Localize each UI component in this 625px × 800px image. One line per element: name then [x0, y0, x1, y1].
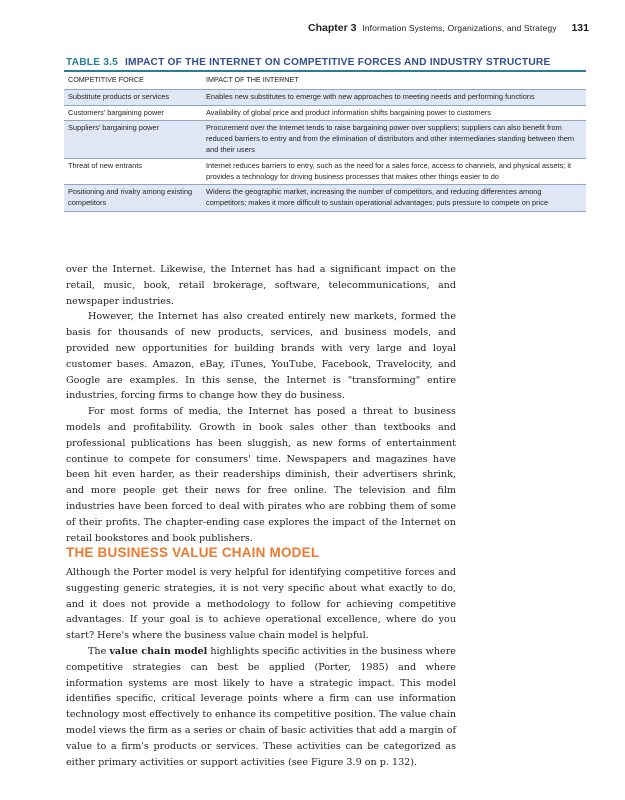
- paragraph-rest: highlights specific activities in the business where competitive strategies can best be applied (Porter, 1985) and where information systems are most likely to have a strategic impact. This model identifies specific, critical leverage points where a firm can use information technology most effectively to enhance its competitive position. The value chain model views the firm as a series or chain of basic activities that add a margin of value to a firm's products or services. These activities can be categorized as either primary activities or support activities (see Figure 3.9 on p. 132).: [66, 645, 456, 768]
- table-header-row: [64, 72, 586, 89]
- page-number: 131: [571, 22, 589, 34]
- table-row: [64, 185, 586, 212]
- impact-table: [64, 72, 586, 212]
- table-row: [64, 89, 586, 105]
- column-header: IMPACT OF THE INTERNET: [202, 72, 586, 89]
- paragraph-lead: The: [88, 645, 110, 657]
- paragraph: However, the Internet has also created entirely new markets, formed the basis for thousands of new products, services, and business models, and provided new opportunities for building brands with very large and loyal customer bases. Amazon, eBay, iTunes, YouTube, Facebook, Travelocity, and Google are examples. In this sense, the Internet is "transforming" entire industries, forcing firms to change how they do business.: [66, 311, 456, 402]
- force-cell: Customers' bargaining power: [64, 105, 202, 121]
- impact-cell: Widens the geographic market, increasing the number of competitors, and reducing differences among competitors; makes it more difficult to sustain operational advantages; puts pressure to compete on price: [202, 185, 586, 212]
- force-cell: Threat of new entrants: [64, 158, 202, 185]
- force-cell: Substitute products or services: [64, 89, 202, 105]
- paragraph: over the Internet. Likewise, the Internet has had a significant impact on the retail, music, book, retail brokerage, software, telecommunications, and newspaper industries.: [66, 264, 456, 307]
- table-row: [64, 158, 586, 185]
- table-row: [64, 121, 586, 158]
- force-cell: Suppliers' bargaining power: [64, 121, 202, 158]
- chapter-title: Information Systems, Organizations, and Strategy: [362, 23, 557, 33]
- table-caption: [66, 57, 550, 68]
- impact-cell: Internet reduces barriers to entry, such as the need for a sales force, access to channels, and physical assets; it provides a technology for driving business processes that makes other things easier to do: [202, 158, 586, 185]
- impact-cell: Enables new substitutes to emerge with new approaches to meeting needs and performing functions: [202, 89, 586, 105]
- running-head: [308, 22, 589, 34]
- paragraph: [66, 644, 456, 770]
- table-row: [64, 105, 586, 121]
- section-body-text: [66, 565, 456, 770]
- chapter-label: Chapter 3: [308, 22, 357, 34]
- table-number: TABLE 3.5: [66, 57, 118, 68]
- paragraph: For most forms of media, the Internet has posed a threat to business models and profitability. Growth in book sales other than textbooks and professional publications has been sluggish, as new forms of entertainment continue to compete for consumers' time. Newspapers and magazines have been hit even harder, as their readerships diminish, their advertisers shrink, and more people get their news for free online. The television and film industries have been forced to deal with pirates who are robbing them of some of their profits. The chapter-ending case explores the impact of the Internet on retail bookstores and book publishers.: [66, 406, 456, 544]
- impact-cell: Procurement over the Internet tends to raise bargaining power over suppliers; suppliers can also benefit from reduced barriers to entry and from the elimination of distributors and other intermediaries standing between them and their users: [202, 121, 586, 158]
- key-term: value chain model: [109, 645, 208, 657]
- impact-cell: Availability of global price and product information shifts bargaining power to customers: [202, 105, 586, 121]
- column-header: COMPETITIVE FORCE: [64, 72, 202, 89]
- table-title: IMPACT OF THE INTERNET ON COMPETITIVE FORCES AND INDUSTRY STRUCTURE: [125, 57, 551, 68]
- section-heading: THE BUSINESS VALUE CHAIN MODEL: [66, 545, 320, 560]
- paragraph: Although the Porter model is very helpful for identifying competitive forces and suggesting generic strategies, it is not very specific about what exactly to do, and it does not provide a methodology to follow for achieving competitive advantages. If your goal is to achieve operational excellence, where do you start? Here's where the business value chain model is helpful.: [66, 567, 456, 642]
- force-cell: Positioning and rivalry among existing competitors: [64, 185, 202, 212]
- body-text: [66, 262, 456, 546]
